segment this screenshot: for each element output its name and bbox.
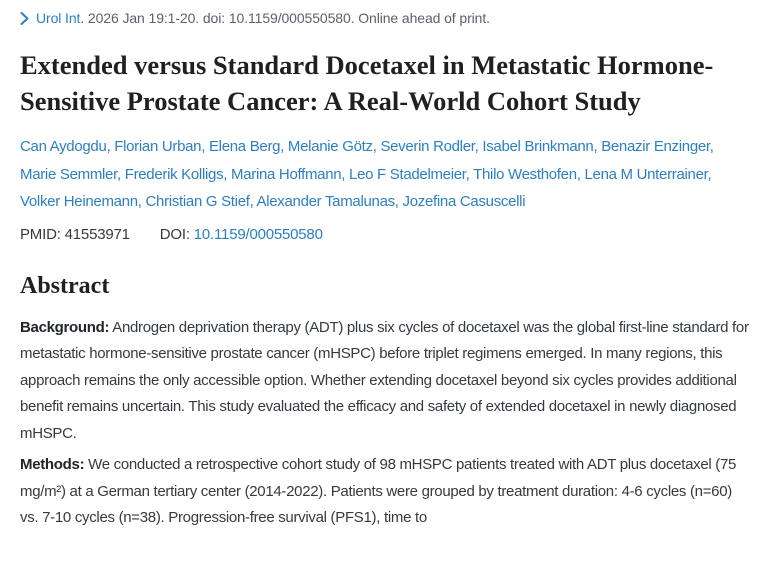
- background-label: Background:: [20, 318, 110, 336]
- article-title: Extended versus Standard Docetaxel in Metastatic Hormone-Sensitive Prostate Cancer: A Real-World Cohort Study: [20, 50, 714, 116]
- citation-line: [20, 8, 752, 30]
- pmid-value: 41553971: [64, 225, 130, 243]
- author-link[interactable]: Elena Berg,: [208, 138, 288, 155]
- identifier-row: [20, 225, 752, 245]
- doi-link[interactable]: 10.1159/000550580: [193, 225, 323, 243]
- author-link[interactable]: Thilo Westhofen,: [473, 165, 585, 183]
- methods-text: We conducted a retrospective cohort study of 98 mHSPC patients treated with ADT plus docetaxel (75 mg/m²) at a German tertiary center (2014-2022). Patients were grouped by treatment duration: 4-6 cycles (n=60) vs. 7-10 cycles (n=38). Progression-free survival (PFS1), time to: [20, 456, 737, 526]
- citation-details: . 2026 Jan 19:1-20. doi: 10.1159/000550580. Online ahead of print.: [80, 10, 490, 26]
- author-link[interactable]: Isabel Brinkmann,: [482, 138, 602, 155]
- author-link[interactable]: Leo F Stadelmeier,: [349, 165, 474, 183]
- author-link[interactable]: Lena M Unterrainer,: [584, 165, 712, 183]
- author-list: [20, 133, 752, 216]
- author-link[interactable]: Volker Heinemann,: [20, 193, 146, 210]
- author-link[interactable]: Jozefina Casuscelli: [402, 193, 526, 210]
- author-link[interactable]: Severin Rodler,: [380, 138, 483, 155]
- author-link[interactable]: Frederik Kolligs,: [124, 165, 232, 183]
- chevron-right-icon[interactable]: [20, 10, 29, 30]
- abstract-section-background: [20, 315, 752, 448]
- journal-link[interactable]: Urol Int: [36, 10, 81, 26]
- doi-group: [160, 226, 323, 243]
- author-link[interactable]: Florian Urban,: [114, 138, 209, 155]
- abstract-heading: Abstract: [20, 272, 110, 299]
- doi-label: DOI:: [159, 225, 190, 243]
- author-link[interactable]: Alexander Tamalunas,: [256, 193, 403, 210]
- abstract-section-methods: [20, 452, 752, 532]
- author-link[interactable]: Melanie Götz,: [287, 138, 381, 155]
- author-link[interactable]: Can Aydogdu,: [20, 138, 115, 155]
- pmid-label: PMID:: [20, 225, 61, 243]
- background-text: Androgen deprivation therapy (ADT) plus six cycles of docetaxel was the global first-line standard for metastatic hormone-sensitive prostate cancer (mHSPC) before triplet regimens emerged. In many regions, this approach remains the only accessible option. Whether extending docetaxel beyond six cycles provides additional benefit remains uncertain. This study evaluated the efficacy and safety of extended docetaxel in newly diagnosed mHSPC.: [20, 318, 749, 442]
- methods-label: Methods:: [20, 456, 85, 473]
- author-link[interactable]: Benazir Enzinger,: [601, 138, 714, 155]
- author-link[interactable]: Christian G Stief,: [145, 193, 257, 210]
- author-link[interactable]: Marina Hoffmann,: [231, 165, 350, 183]
- author-link[interactable]: Marie Semmler,: [20, 165, 125, 183]
